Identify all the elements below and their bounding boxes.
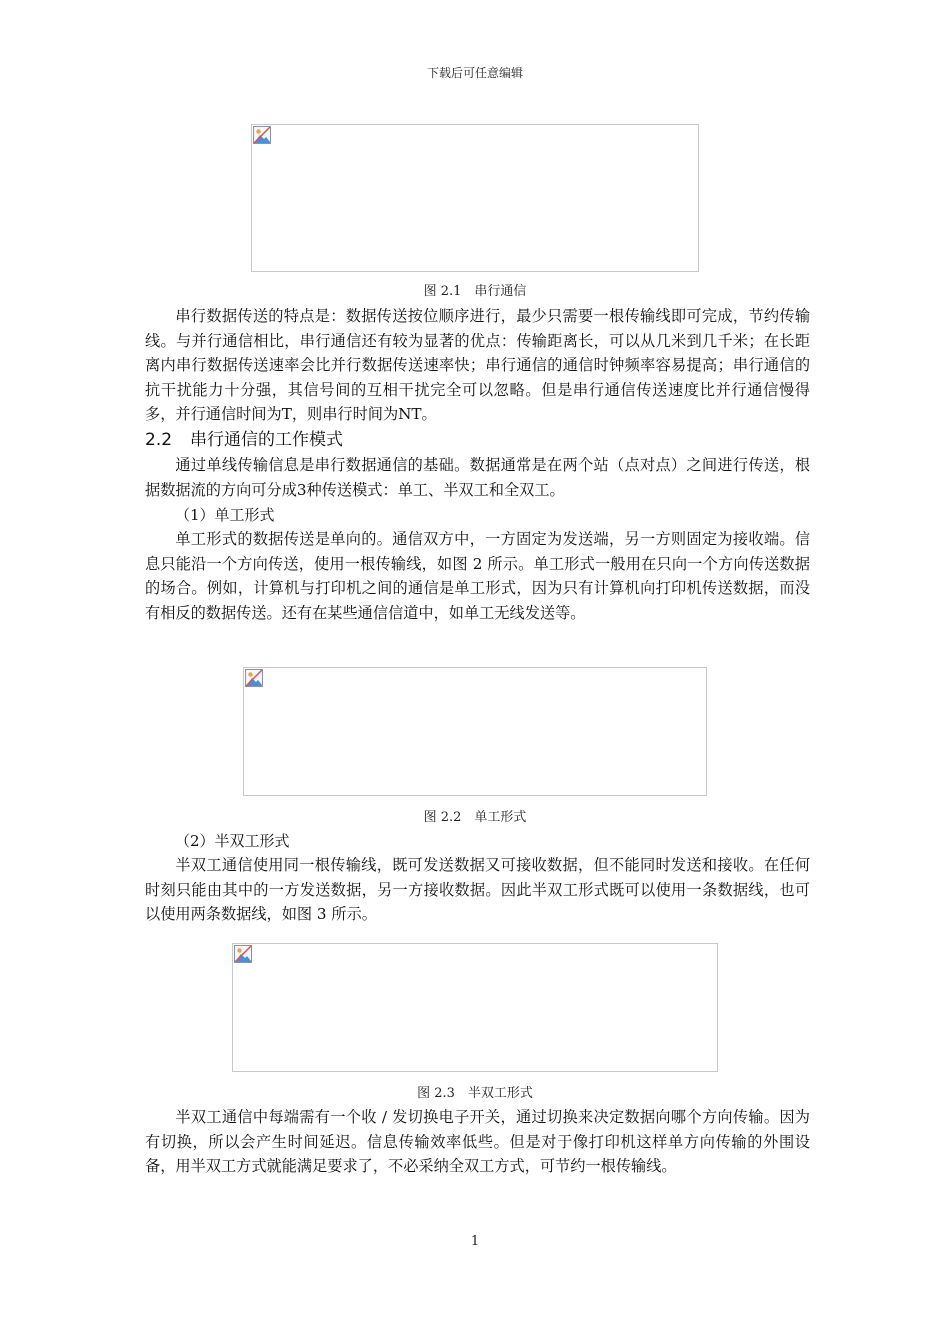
item-simplex-heading: （1）单工形式 [175, 506, 275, 524]
figure-2-3-image [232, 943, 718, 1072]
figure-2-1-caption: 图 2.1 串行通信 [423, 284, 527, 299]
paragraph-half-duplex-switch: 半双工通信中每端需有一个收 / 发切换电子开关，通过切换来决定数据向哪个方向传输。因为有切换，所以会产生时间延迟。信息传输效率低些。但是对于像打印机这样单方向传输的外围设备，用半双工方式就能满足要求了，不必采纳全双工方式，可节约一根传输线。 [145, 1108, 810, 1176]
paragraph-serial-features: 串行数据传送的特点是：数据传送按位顺序进行，最少只需要一根传输线即可完成，节约传输线。与并行通信相比，串行通信还有较为显著的优点：传输距离长，可以从几米到几千米；在长距离内串行数据传送速率会比并行数据传送速率快；串行通信的通信时钟频率容易提高；串行通信的抗干扰能力十分强，其信号间的互相干扰完全可以忽略。但是串行通信传送速度比并行通信慢得多，并行通信时间为T，则串行时间为NT。 [145, 307, 810, 424]
item-half-duplex-heading: （2）半双工形式 [175, 832, 290, 850]
page-number: 1 [470, 1234, 480, 1249]
paragraph-simplex: 单工形式的数据传送是单向的。通信双方中，一方固定为发送端，另一方则固定为接收端。信息只能沿一个方向传送，使用一根传输线，如图 2 所示。单工形式一般用在只向一个方向传送数据的场合。例如，计算机与打印机之间的通信是单工形式，因为只有计算机向打印机传送数据，而没有相反的数据传送。还有在某些通信信道中，如单工无线发送等。 [145, 530, 810, 622]
page-header: 下载后可任意编辑 [426, 66, 523, 80]
broken-image-icon [234, 945, 252, 963]
section-heading [145, 428, 343, 452]
section-number: 2.2 [145, 430, 173, 450]
broken-image-icon [253, 126, 271, 144]
figure-2-2-image [243, 667, 707, 796]
figure-2-2-caption: 图 2.2 单工形式 [423, 810, 527, 825]
section-title: 串行通信的工作模式 [190, 430, 344, 450]
paragraph-half-duplex: 半双工通信使用同一根传输线，既可发送数据又可接收数据，但不能同时发送和接收。在任何时刻只能由其中的一方发送数据，另一方接收数据。因此半双工形式既可以使用一条数据线，也可以使用两条数据线，如图 3 所示。 [145, 856, 810, 924]
figure-2-3-caption: 图 2.3 半双工形式 [417, 1086, 533, 1101]
figure-2-1-image [251, 124, 699, 272]
broken-image-icon [245, 669, 263, 687]
paragraph-transfer-modes: 通过单线传输信息是串行数据通信的基础。数据通常是在两个站（点对点）之间进行传送，根据数据流的方向可分成3种传送模式：单工、半双工和全双工。 [145, 456, 810, 499]
